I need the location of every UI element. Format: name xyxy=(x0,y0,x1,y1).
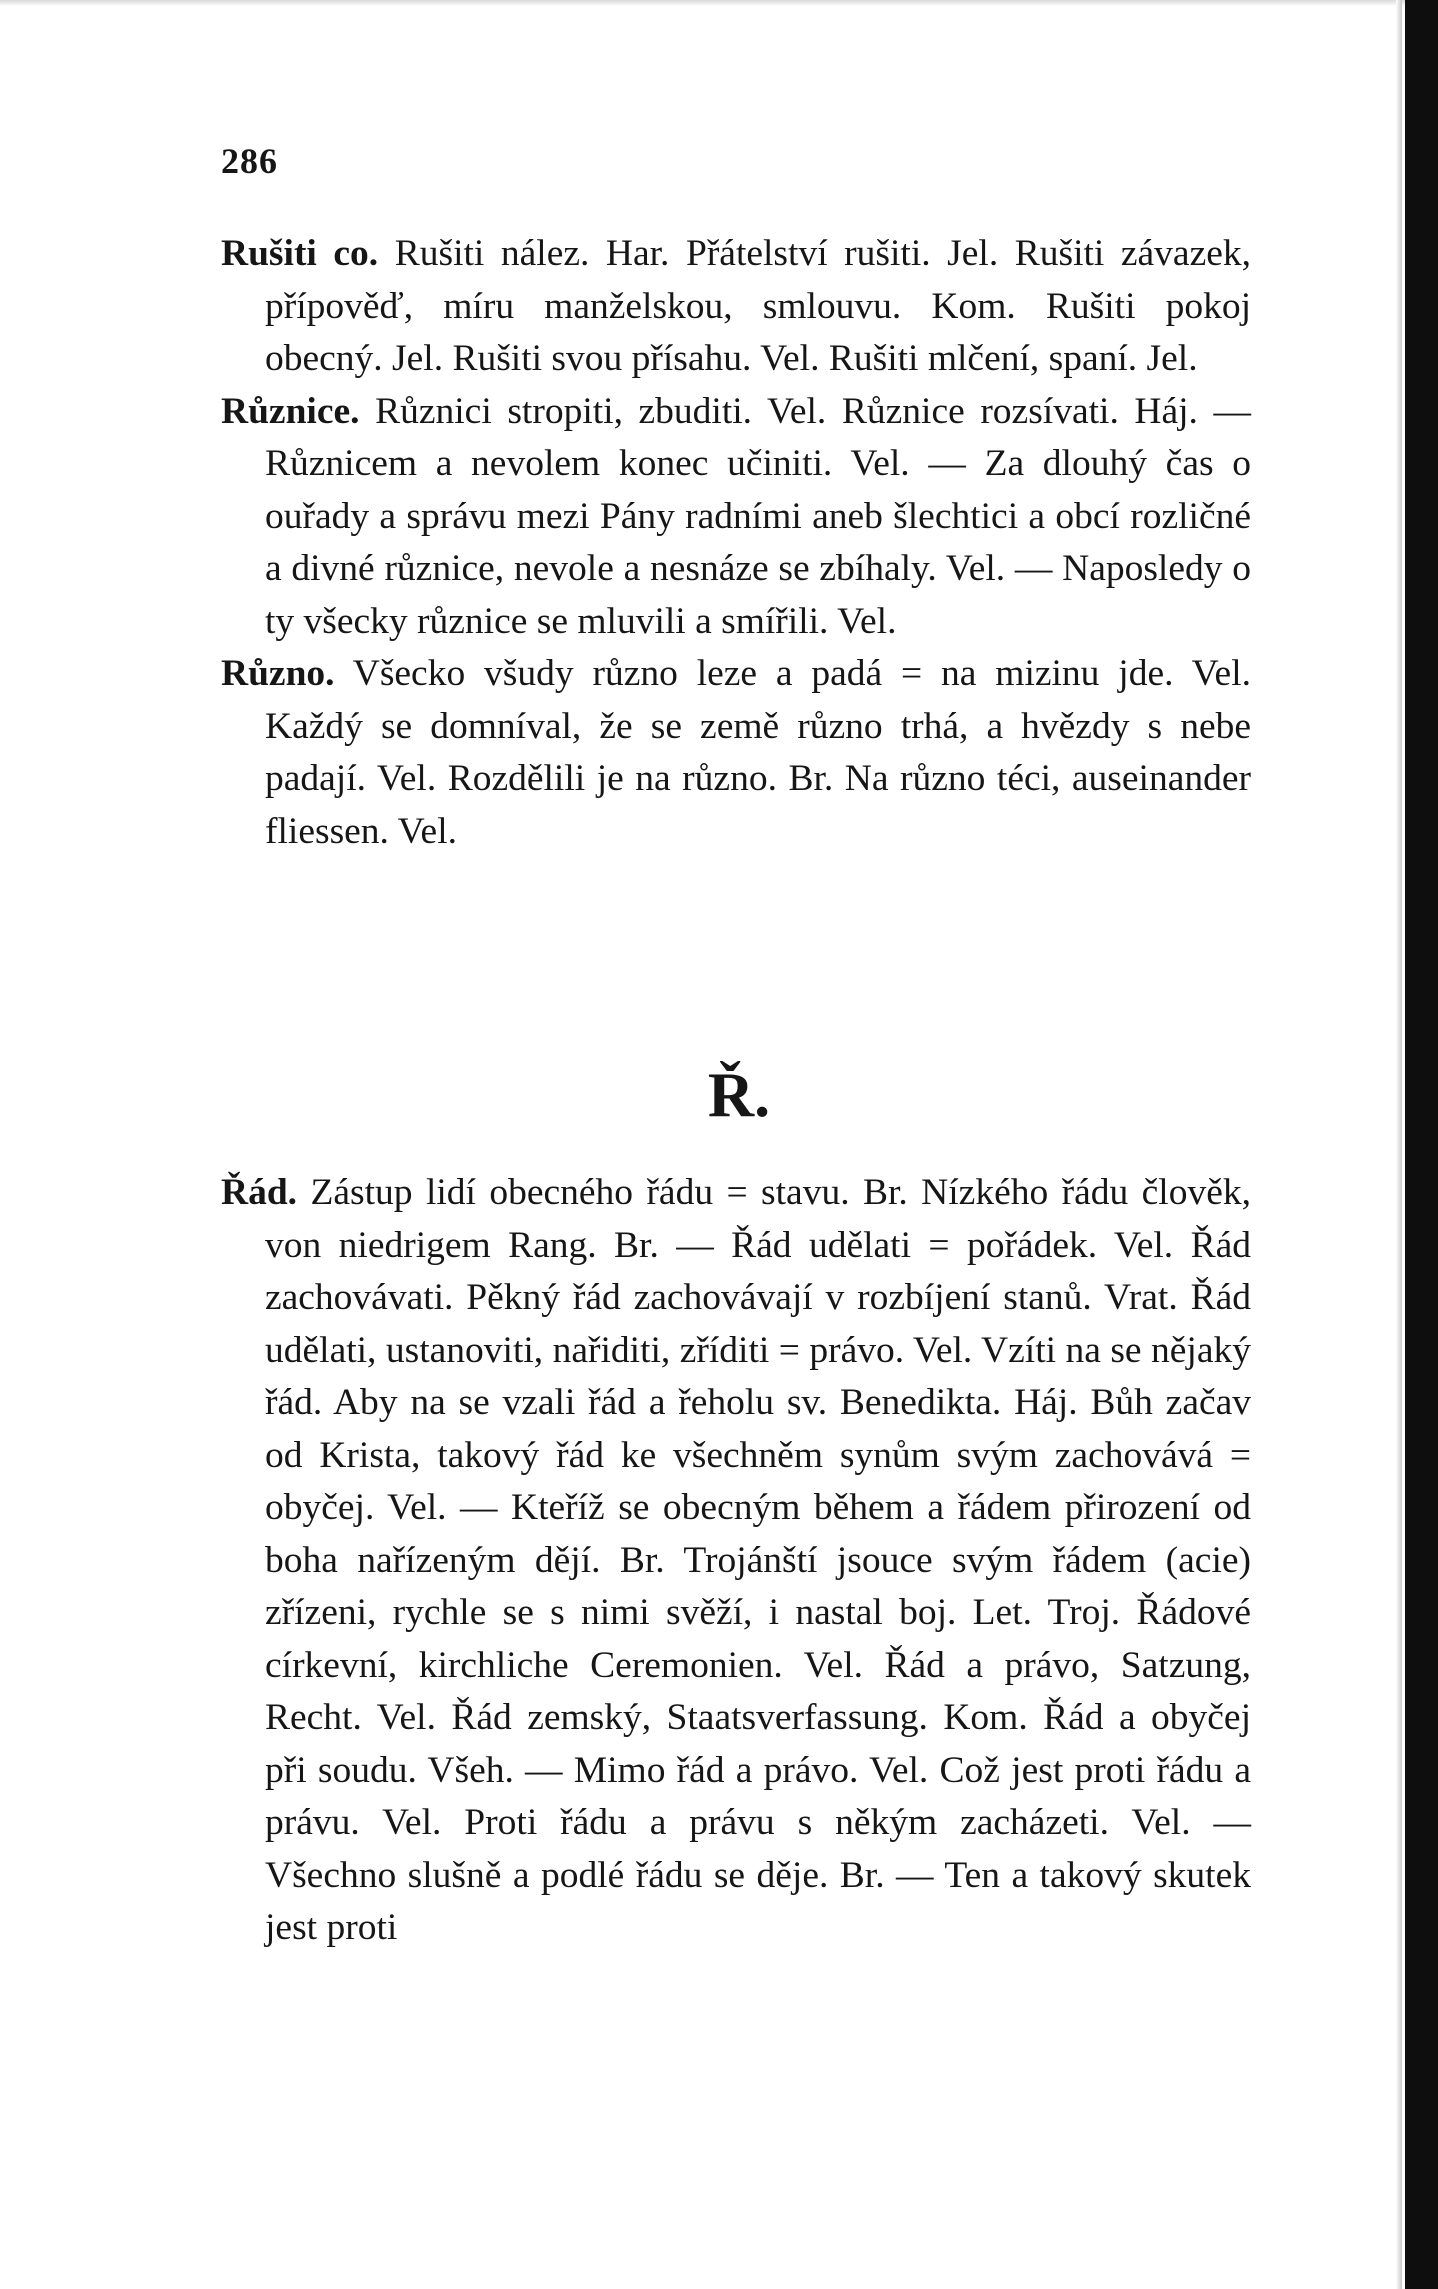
entry-runice xyxy=(221,386,1251,649)
scan-edge-shadow xyxy=(1396,0,1402,2289)
scan-edge-right xyxy=(1405,0,1438,2289)
entry-text: Rušiti nález. Har. Přátelství rušiti. Jel. Rušiti závazek, přípověď, míru manželskou, smlouvu. Kom. Rušiti pokoj obecný. Jel. Rušiti svou přísahu. Vel. Rušiti mlčení, spaní. Jel. xyxy=(265,233,1251,379)
entry-headword: Rušiti co. xyxy=(221,233,379,274)
entry-text: Různici stropiti, zbuditi. Vel. Různice rozsívati. Háj. — Různicem a nevolem konec učiniti. Vel. — Za dlouhý čas o ouřady a správu mezi Pány radními aneb šlechtici a obcí rozličné a divné různice, nevole a nesnáze se zbíhaly. Vel. — Naposledy o ty všecky různice se mluvili a smířili. Vel. xyxy=(265,390,1251,642)
entry-rusiti xyxy=(221,228,1251,386)
entry-headword: Různice. xyxy=(221,390,360,432)
dictionary-block-r xyxy=(221,228,1251,858)
dictionary-block-rz xyxy=(221,1167,1251,1955)
entry-headword: Různo. xyxy=(221,653,335,694)
page-number: 286 xyxy=(221,141,278,181)
entry-text: Zástup lidí obecného řádu = stavu. Br. Nízkého řádu člověk, von niedrigem Rang. Br. — Řád udělati = pořádek. Vel. Řád zachovávati. Pěkný řád zachovávají v rozbíjení stanů. Vrat. Řád udělati, ustanoviti, nařiditi, zříditi = právo. Vel. Vzíti na se nějaký řád. Aby na se vzali řád a řeholu sv. Benedikta. Háj. Bůh začav od Krista, takový řád ke všechněm synům svým zachovává = obyčej. Vel. — Kteříž se obecným během a řádem přirození od boha nařízeným dějí. Br. Trojánští jsouce svým řádem (acie) zřízeni, rychle se s nimi svěží, i nastal boj. Let. Troj. Řádové církevní, kirchliche Ceremonien. Vel. Řád a právo, Satzung, Recht. Vel. Řád zemský, Staatsverfassung. Kom. Řád a obyčej při soudu. Všeh. — Mimo řád a právo. Vel. Což jest proti řádu a právu. Vel. Proti řádu a právu s někým zacházeti. Vel. — Všechno slušně a podlé řádu se děje. Br. — Ten a takový skutek jest proti xyxy=(265,1172,1251,1948)
entry-text: Všecko všudy různo leze a padá = na mizinu jde. Vel. Každý se domníval, že se země různo trhá, a hvězdy s nebe padají. Vel. Rozdělili je na různo. Br. Na různo téci, auseinander fliessen. Vel. xyxy=(265,653,1251,852)
scan-edge-top xyxy=(0,0,1438,6)
section-heading-letter: Ř. xyxy=(707,1059,771,1130)
entry-rad xyxy=(221,1167,1251,1955)
entry-headword: Řád. xyxy=(221,1172,298,1213)
entry-runo xyxy=(221,648,1251,858)
